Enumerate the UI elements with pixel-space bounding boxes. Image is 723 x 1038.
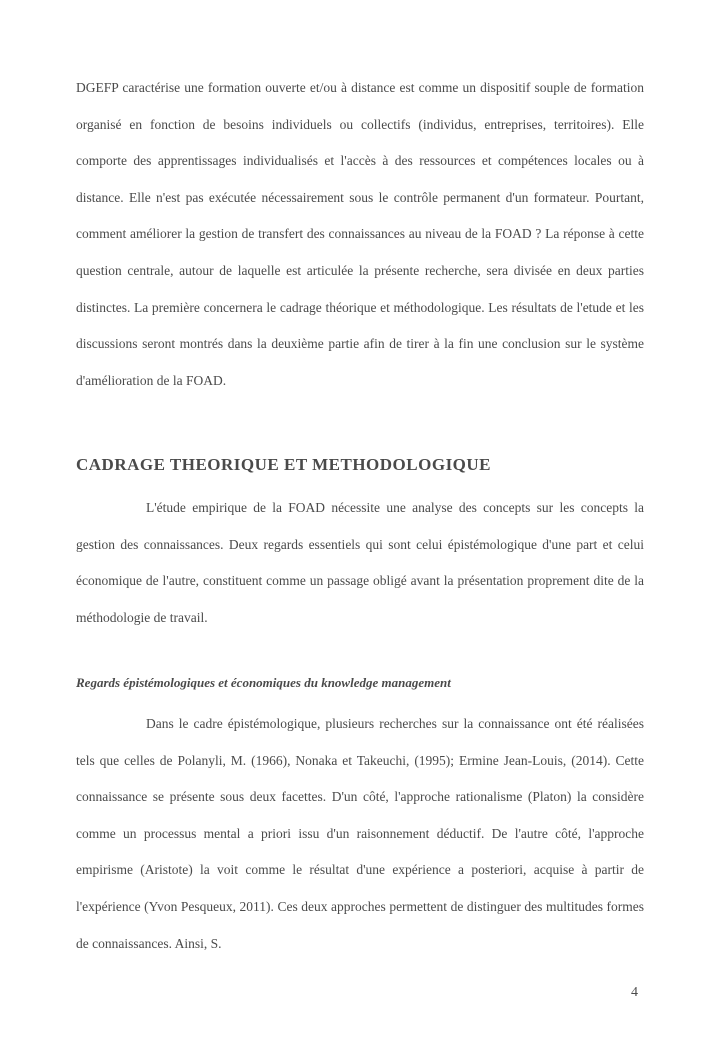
intro-paragraph: DGEFP caractérise une formation ouverte et/ou à distance est comme un dispositif souple de formation organisé en fonction de besoins individuels ou collectifs (individus, entreprises, territoires). Elle comporte des apprentissages individualisés et l'accès à des ressources et compétences locales ou à distance. Elle n'est pas exécutée nécessairement sous le contrôle permanent d'un formateur. Pourtant, comment améliorer la gestion de transfert des connaissances au niveau de la FOAD ? La réponse à cette question centrale, autour de laquelle est articulée la présente recherche, sera divisée en deux parties distinctes. La première concernera le cadrage théorique et méthodologique. Les résultats de l'etude et les discussions seront montrés dans la deuxième partie afin de tirer à la fin une conclusion sur le système d'amélioration de la FOAD.	[76, 80, 644, 388]
subsection-heading: Regards épistémologiques et économiques du knowledge management	[76, 675, 451, 690]
section-heading: CADRAGE THEORIQUE ET METHODOLOGIQUE	[76, 455, 492, 474]
page-number: 4	[631, 985, 638, 1000]
body-paragraph: Dans le cadre épistémologique, plusieurs recherches sur la connaissance ont été réalisées tels que celles de Polanyli, M. (1966), Nonaka et Takeuchi, (1995); Ermine Jean-Louis, (2014). Cette connaissance se présente sous deux facettes. D'un côté, l'approche rationalisme (Platon) la considère comme un processus mental a priori issu d'un raisonnement déductif. De l'autre côté, l'approche empirisme (Aristote) la voit comme le résultat d'une expérience a posteriori, acquise à partir de l'expérience (Yvon Pesqueux, 2011). Ces deux approches permettent de distinguer des multitudes formes de connaissances. Ainsi, S.	[76, 716, 644, 951]
section-intro-paragraph: L'étude empirique de la FOAD nécessite une analyse des concepts sur les concepts la gestion des connaissances. Deux regards essentiels qui sont celui épistémologique d'une part et celui économique de l'autre, constituent comme un passage obligé avant la présentation proprement dite de la méthodologie de travail.	[76, 500, 644, 625]
